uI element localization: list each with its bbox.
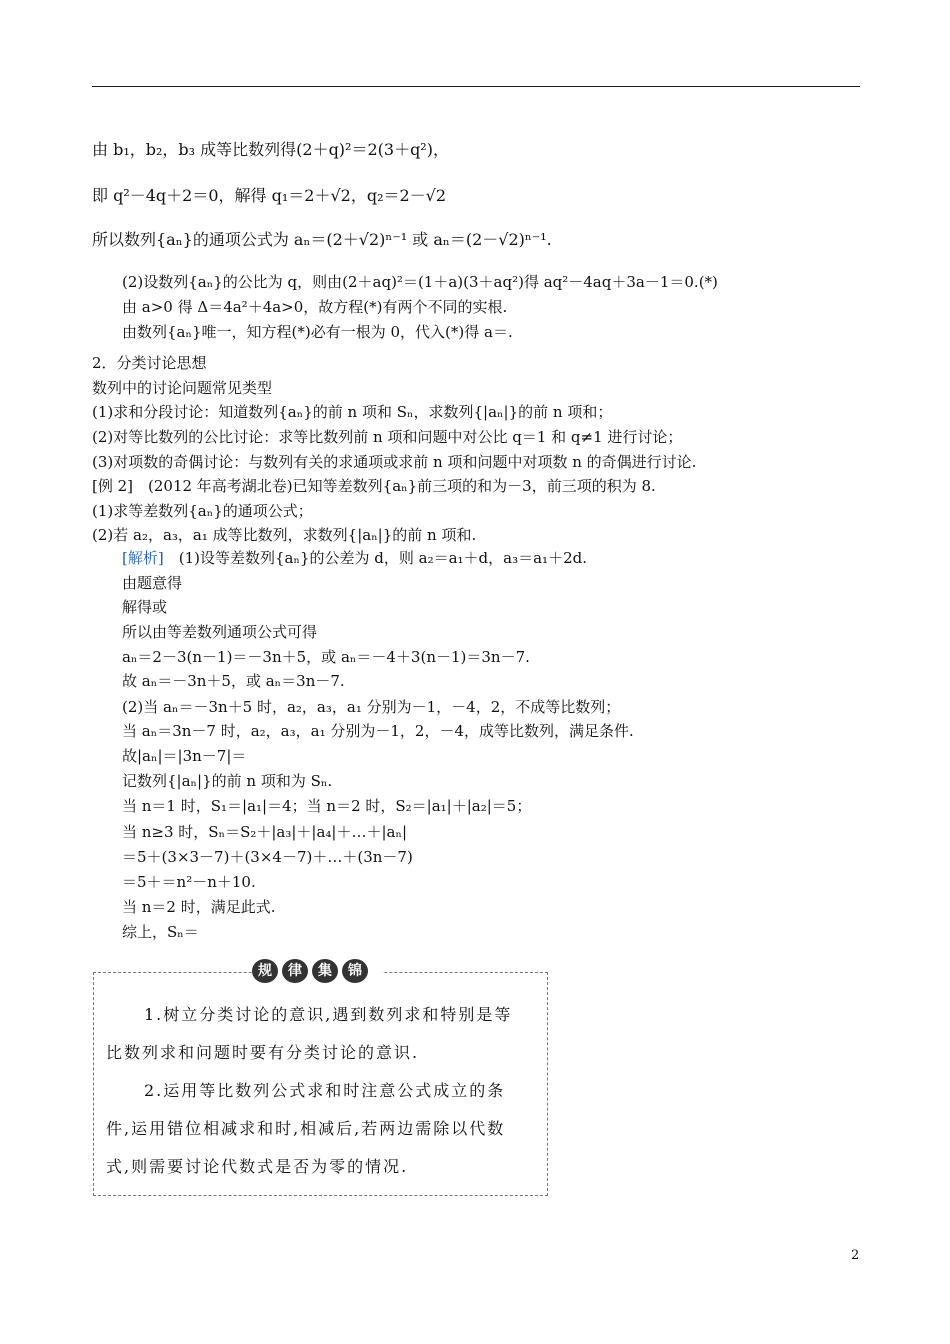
summary-text: 式,则需要讨论代数式是否为零的情况. bbox=[106, 1157, 409, 1176]
text-line: 即 q²－4q＋2＝0，解得 q₁＝2＋√2，q₂＝2－√2 bbox=[92, 186, 447, 205]
header-rule bbox=[92, 86, 860, 87]
text-line: 由 a>0 得 Δ＝4a²＋4a>0，故方程(*)有两个不同的实根. bbox=[122, 298, 508, 316]
text-line: 当 aₙ＝3n－7 时，a₂，a₃，a₁ 分别为－1，2，－4，成等比数列，满足条件. bbox=[122, 722, 634, 740]
text-line: 数列中的讨论问题常见类型 bbox=[92, 379, 273, 397]
text-line: 故 aₙ＝－3n＋5，或 aₙ＝3n－7. bbox=[122, 672, 345, 690]
solution-text: (1)设等差数列{aₙ}的公差为 d，则 a₂＝a₁＋d，a₃＝a₁＋2d. bbox=[178, 549, 587, 567]
summary-text: 1.树立分类讨论的意识,遇到数列求和特别是等 bbox=[144, 1005, 513, 1024]
page-number: 2 bbox=[851, 1248, 860, 1263]
text-line: (1)求和分段讨论：知道数列{aₙ}的前 n 项和 Sₙ，求数列{|aₙ|}的前 n 项和； bbox=[92, 403, 613, 421]
text-line: ＝5＋＝n²－n＋10. bbox=[122, 873, 256, 891]
text-line: 由 b₁，b₂，b₃ 成等比数列得(2＋q)²＝2(3＋q²)， bbox=[92, 140, 449, 159]
example-heading: [例 2] (2012 年高考湖北卷)已知等差数列{aₙ}前三项的和为－3，前三项的积为 8. bbox=[92, 477, 656, 495]
text-line: (3)对项数的奇偶讨论：与数列有关的求通项或求前 n 项和问题中对项数 n 的奇偶进行讨论. bbox=[92, 453, 697, 471]
section-heading: 2．分类讨论思想 bbox=[92, 354, 207, 372]
text-line: (2)当 aₙ＝－3n＋5 时，a₂，a₃，a₁ 分别为－1，－4，2，不成等比数列； bbox=[122, 698, 621, 716]
summary-text: 比数列求和问题时要有分类讨论的意识. bbox=[106, 1043, 420, 1062]
text-line: 所以由等差数列通项公式可得 bbox=[122, 623, 318, 641]
text-line: 所以数列{aₙ}的通项公式为 aₙ＝(2＋√2)ⁿ⁻¹ 或 aₙ＝(2－√2)ⁿ⁻¹. bbox=[92, 230, 552, 249]
title-char: 集 bbox=[312, 959, 338, 983]
title-char: 规 bbox=[252, 959, 278, 983]
text-line: 由数列{aₙ}唯一，知方程(*)必有一根为 0，代入(*)得 a＝. bbox=[122, 323, 513, 341]
jiexi-tag: [解析] bbox=[122, 549, 164, 567]
summary-box-title bbox=[252, 959, 382, 987]
text-line: (1)求等差数列{aₙ}的通项公式； bbox=[92, 502, 313, 520]
title-char: 律 bbox=[282, 959, 308, 983]
text-line: 当 n＝2 时，满足此式. bbox=[122, 898, 276, 916]
text-line: 故|aₙ|＝|3n－7|＝ bbox=[122, 747, 247, 765]
text-line: 由题意得 bbox=[122, 574, 183, 592]
text-line: 记数列{|aₙ|}的前 n 项和为 Sₙ. bbox=[122, 772, 333, 790]
text-line: aₙ＝2－3(n－1)＝－3n＋5，或 aₙ＝－4＋3(n－1)＝3n－7. bbox=[122, 648, 530, 666]
text-line: ＝5＋(3×3－7)＋(3×4－7)＋…＋(3n－7) bbox=[122, 848, 413, 866]
text-line: (2)对等比数列的公比讨论：求等比数列前 n 项和问题中对公比 q＝1 和 q≠1 进行讨论； bbox=[92, 428, 683, 446]
solution-line bbox=[122, 548, 587, 568]
summary-text: 2.运用等比数列公式求和时注意公式成立的条 bbox=[144, 1081, 506, 1100]
text-line: 当 n≥3 时，Sₙ＝S₂＋|a₃|＋|a₄|＋…＋|aₙ| bbox=[122, 823, 408, 841]
text-line: 当 n＝1 时，S₁＝|a₁|＝4；当 n＝2 时，S₂＝|a₁|＋|a₂|＝5； bbox=[122, 797, 532, 815]
summary-text: 件,运用错位相减求和时,相减后,若两边需除以代数 bbox=[106, 1119, 506, 1138]
text-line: 综上，Sₙ＝ bbox=[122, 923, 199, 941]
title-char: 锦 bbox=[342, 959, 368, 983]
text-line: 解得或 bbox=[122, 598, 168, 616]
text-line: (2)若 a₂，a₃，a₁ 成等比数列，求数列{|aₙ|}的前 n 项和. bbox=[92, 526, 477, 544]
summary-box bbox=[93, 963, 548, 1196]
text-line: (2)设数列{aₙ}的公比为 q，则由(2＋aq)²＝(1＋a)(3＋aq²)得 aq²－4aq＋3a－1＝0.(*) bbox=[122, 273, 718, 291]
